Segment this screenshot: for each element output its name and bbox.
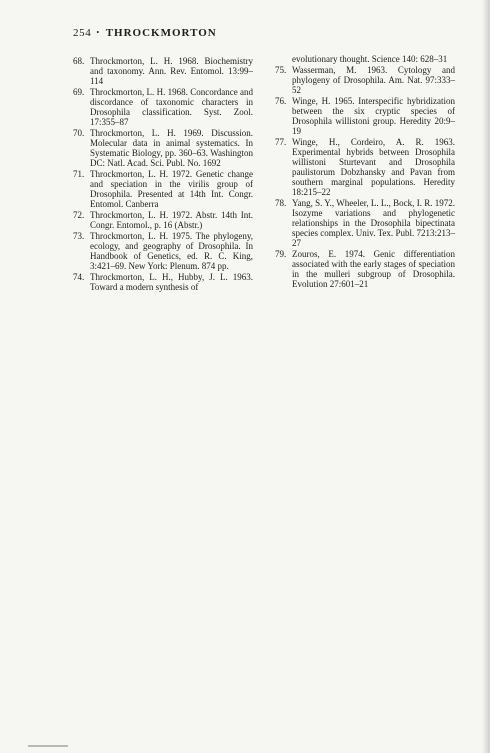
reference-number: 69. (73, 87, 85, 97)
left-column (73, 56, 253, 293)
reference-text: Throckmorton, L. H. 1972. Abstr. 14th Int. Congr. Entomol., p. 16 (Abstr.) (90, 210, 253, 230)
running-title: THROCKMORTON (105, 27, 217, 39)
reference-text: Throckmorton, L. H. 1972. Genetic change and speciation in the virilis group of Drosophila. Presented at 14th Int. Congr. Entomol. Canberra (90, 169, 253, 209)
reference-74-continuation: evolutionary thought. Science 140: 628–31 (292, 54, 448, 64)
reference-text: Throckmorton, L. H. 1975. The phylogeny, ecology, and geography of Drosophila. In Handbook of Genetics, ed. R. C. King, 3:421–69. New York: Plenum. 874 pp. (90, 231, 253, 271)
reference-number: 71. (73, 169, 85, 179)
reference-text: Throckmorton, L. H. 1968. Concordance and discordance of taxonomic characters in Drosophila classification. Syst. Zool. 17:355–87 (90, 87, 253, 127)
scan-smudge (28, 745, 68, 747)
reference-number: 77. (275, 137, 287, 147)
running-head (73, 27, 217, 39)
header-separator: • (96, 28, 100, 37)
reference-76 (275, 96, 455, 136)
reference-73 (73, 231, 253, 271)
reference-72 (73, 210, 253, 230)
reference-number: 72. (73, 210, 85, 220)
page-edge-shadow (482, 0, 490, 753)
reference-text: Yang, S. Y., Wheeler, L. L., Bock, I. R. 1972. Isozyme variations and phylogenetic relationships in the Drosophila bipectinata species complex. Univ. Tex. Publ. 7213:213–27 (292, 198, 455, 248)
reference-text: Throckmorton, L. H. 1968. Biochemistry and taxonomy. Ann. Rev. Entomol. 13:99–114 (90, 56, 253, 86)
reference-number: 79. (275, 249, 287, 259)
reference-text: Zouros, E. 1974. Genic differentiation associated with the early stages of speciation in the mulleri subgroup of Drosophila. Evolution 27:601–21 (292, 249, 455, 289)
reference-number: 75. (275, 65, 287, 75)
reference-text: Wasserman, M. 1963. Cytology and phylogeny of Drosophila. Am. Nat. 97:333–52 (292, 65, 455, 95)
reference-text: Throckmorton, L. H., Hubby, J. L. 1963. Toward a modern synthesis of (90, 272, 253, 292)
reference-74 (73, 272, 253, 292)
reference-number: 73. (73, 231, 85, 241)
reference-77 (275, 137, 455, 197)
reference-text: Winge, H., Cordeiro, A. R. 1963. Experimental hybrids between Drosophila willistoni Sturtevant and Drosophila paulistorum Dobzhansky and Pavan from southern marginal populations. Heredity 18:215–22 (292, 137, 455, 197)
reference-79 (275, 249, 455, 289)
right-column (275, 54, 455, 290)
reference-number: 74. (73, 272, 85, 282)
reference-69 (73, 87, 253, 127)
reference-70 (73, 128, 253, 168)
reference-71 (73, 169, 253, 209)
reference-68 (73, 56, 253, 86)
page-number: 254 (73, 27, 92, 39)
reference-number: 78. (275, 198, 287, 208)
reference-number: 68. (73, 56, 85, 66)
reference-number: 70. (73, 128, 85, 138)
reference-75 (275, 65, 455, 95)
reference-number: 76. (275, 96, 287, 106)
reference-text: Winge, H. 1965. Interspecific hybridization between the six cryptic species of Drosophila willistoni group. Heredity 20:9–19 (292, 96, 455, 136)
reference-78 (275, 198, 455, 248)
reference-text: Throckmorton, L. H. 1969. Discussion. Molecular data in animal systematics. In Systematic Biology, pp. 360–63. Washington DC: Natl. Acad. Sci. Publ. No. 1692 (90, 128, 253, 168)
